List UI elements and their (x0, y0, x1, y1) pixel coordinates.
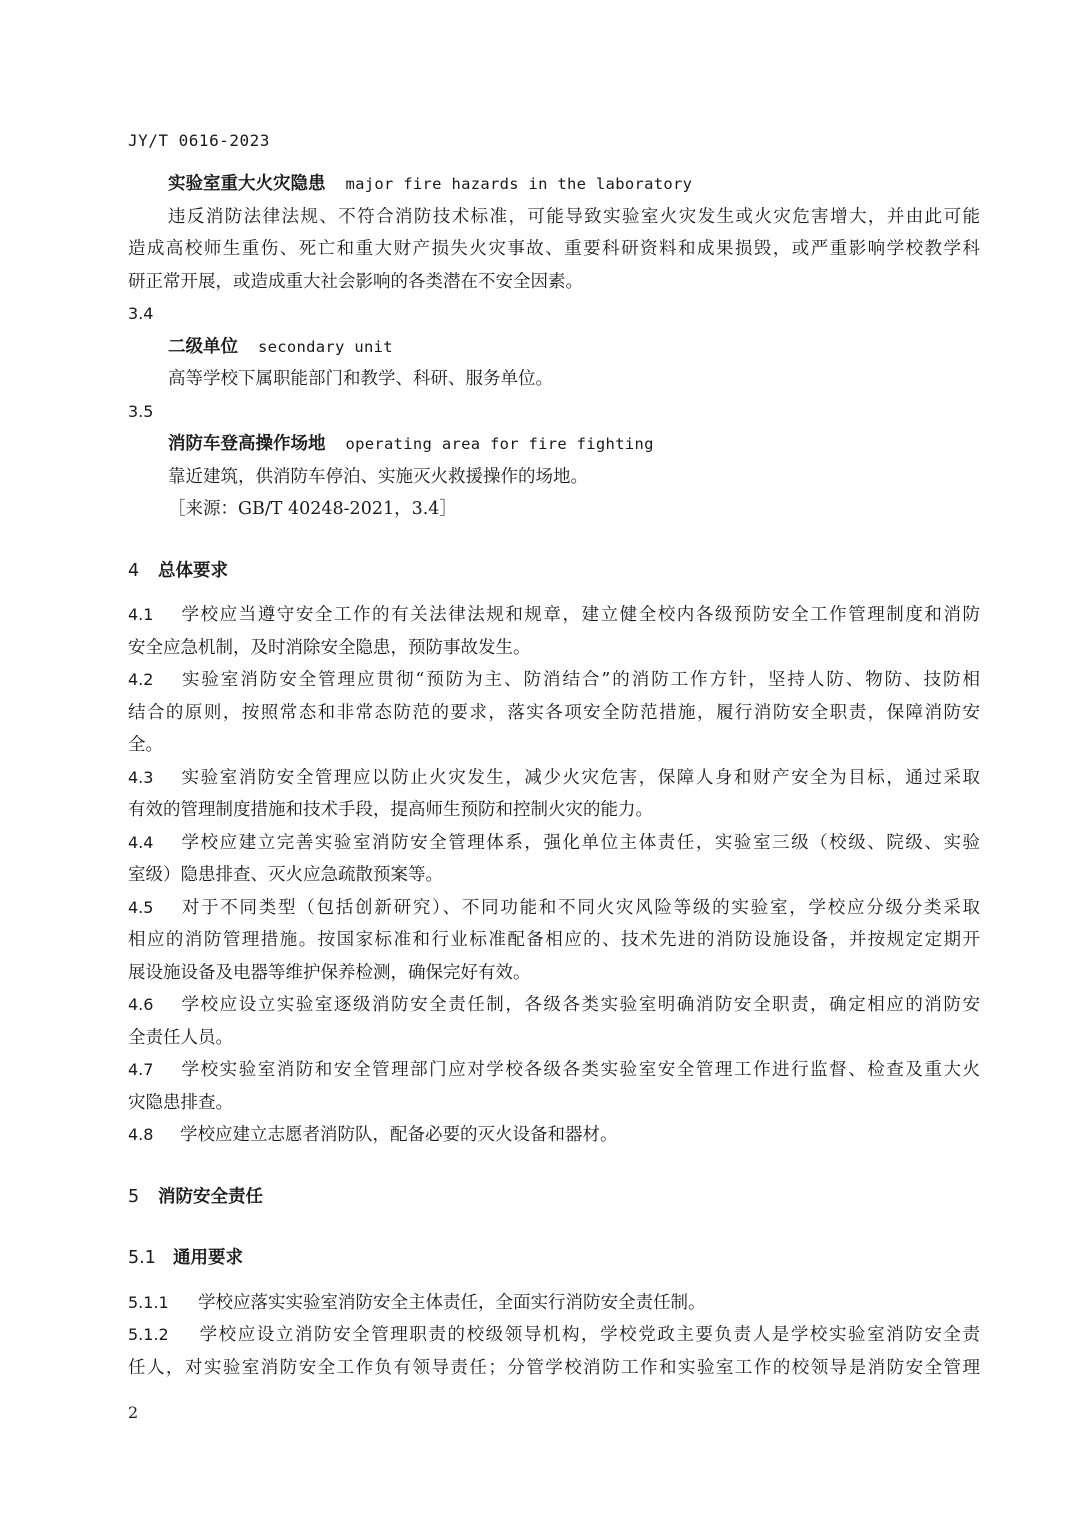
clause-line (128, 762, 980, 795)
clause-number: 4.1 (128, 605, 154, 624)
clause-text: 学校实验室消防和安全管理部门应对学校各级各类实验室安全管理工作进行监督、检查及重大火 (180, 1060, 980, 1080)
clause-text: 对于不同类型（包括创新研究）、不同功能和不同火灾风险等级的实验室，学校应分级分类采取 (180, 897, 980, 918)
definition-line: 违反消防法律法规、不符合消防技术标准，可能导致实验室火灾发生或火灾危害增大，并由此可能 (168, 206, 980, 227)
section-title: 消防安全责任 (158, 1186, 263, 1207)
clause-line (128, 1054, 980, 1087)
section-title: 总体要求 (158, 560, 228, 581)
term-chinese: 二级单位 (168, 336, 238, 357)
clause-text: 学校应建立志愿者消防队，配备必要的灭火设备和器材。 (180, 1125, 618, 1145)
clause-line (128, 1319, 980, 1352)
clause-line: 结合的原则，按照常态和非常态防范的要求，落实各项安全防范措施，履行消防安全职责，保障消防安 (128, 702, 980, 723)
clause-text: 实验室消防安全管理应以防止火灾发生，减少火灾危害，保障人身和财产安全为目标，通过采取 (180, 767, 980, 788)
clause-number: 4.3 (128, 767, 154, 787)
term-number (128, 396, 980, 429)
clause-line (128, 664, 980, 697)
term-english: operating area for fire fighting (345, 435, 654, 453)
subsection-number: 5.1 (128, 1248, 156, 1268)
term-chinese: 消防车登高操作场地 (168, 434, 326, 454)
clause-line (128, 989, 980, 1022)
definition-line: 靠近建筑，供消防车停泊、实施灭火救援操作的场地。 (168, 466, 588, 487)
term-chinese: 实验室重大火灾隐患 (168, 174, 326, 194)
clause-line: 有效的管理制度措施和技术手段，提高师生预防和控制火灾的能力。 (128, 800, 653, 820)
section-heading (128, 1181, 980, 1214)
clause-line (128, 892, 980, 925)
clause-line: 全责任人员。 (128, 1027, 233, 1048)
definition-line: 研正常开展，或造成重大社会影响的各类潜在不安全因素。 (128, 271, 583, 292)
subsection-title: 通用要求 (173, 1248, 243, 1268)
term-english: secondary unit (258, 337, 393, 356)
section-heading (128, 555, 980, 588)
clause-line (128, 599, 980, 632)
clause-number: 4.4 (128, 832, 154, 852)
clause-text: 学校应设立实验室逐级消防安全责任制，各级各类实验室明确消防安全职责，确定相应的消防安 (180, 995, 980, 1015)
clause-number: 4.7 (128, 1060, 154, 1079)
term-heading (128, 331, 980, 364)
clause-text: 学校应当遵守安全工作的有关法律法规和规章，建立健全校内各级预防安全工作管理制度和消防 (180, 605, 980, 625)
clause-line: 任人，对实验室消防安全工作负有领导责任；分管学校消防工作和实验室工作的校领导是消防安全管理 (128, 1357, 980, 1378)
clause-number: 4.2 (128, 670, 154, 689)
subsection-heading (128, 1242, 980, 1275)
definition-line: 造成高校师生重伤、死亡和重大财产损失火灾事故、重要科研资料和成果损毁，或严重影响学校教学科 (128, 239, 980, 259)
section-number: 4 (128, 560, 140, 581)
term-heading (128, 428, 980, 461)
clause-line (128, 1287, 980, 1320)
definition-line: 高等学校下属职能部门和教学、科研、服务单位。 (168, 369, 553, 389)
clause-number: 4.5 (128, 897, 154, 917)
term-number-text: 3.4 (128, 304, 154, 323)
page-number: 2 (128, 1403, 139, 1422)
term-english: major fire hazards in the laboratory (345, 175, 693, 193)
clause-line (128, 1119, 980, 1152)
clause-line: 灾隐患排查。 (128, 1092, 233, 1113)
term-number (128, 298, 980, 331)
source-note: ［来源：GB/T 40248-2021，3.4］ (168, 499, 457, 519)
section-number: 5 (128, 1186, 140, 1207)
clause-text: 学校应建立完善实验室消防安全管理体系，强化单位主体责任，实验室三级（校级、院级、实验 (180, 832, 980, 853)
clause-number: 4.6 (128, 995, 154, 1014)
clause-line: 全。 (128, 735, 163, 755)
term-heading (128, 168, 980, 201)
clause-line: 相应的消防管理措施。按国家标准和行业标准配备相应的、技术先进的消防设施设备，并按规定定期开 (128, 930, 980, 950)
clause-text: 实验室消防安全管理应贯彻“预防为主、防消结合”的消防工作方针，坚持人防、物防、技防相 (180, 670, 980, 690)
clause-number: 5.1.2 (128, 1325, 169, 1344)
clause-number: 5.1.1 (128, 1292, 169, 1312)
standard-code: JY/T 0616-2023 (128, 131, 270, 150)
page-content (128, 168, 980, 1384)
clause-line: 安全应急机制，及时消除安全隐患，预防事故发生。 (128, 637, 531, 658)
term-number-text: 3.5 (128, 401, 154, 421)
clause-line (128, 827, 980, 860)
clause-text: 学校应落实实验室消防安全主体责任，全面实行消防安全责任制。 (198, 1292, 706, 1313)
clause-line: 室级）隐患排查、灭火应急疏散预案等。 (128, 865, 443, 885)
clause-text: 学校应设立消防安全管理职责的校级领导机构，学校党政主要负责人是学校实验室消防安全责 (198, 1325, 980, 1345)
clause-line: 展设施设备及电器等维护保养检测，确保完好有效。 (128, 962, 531, 983)
clause-number: 4.8 (128, 1125, 154, 1144)
